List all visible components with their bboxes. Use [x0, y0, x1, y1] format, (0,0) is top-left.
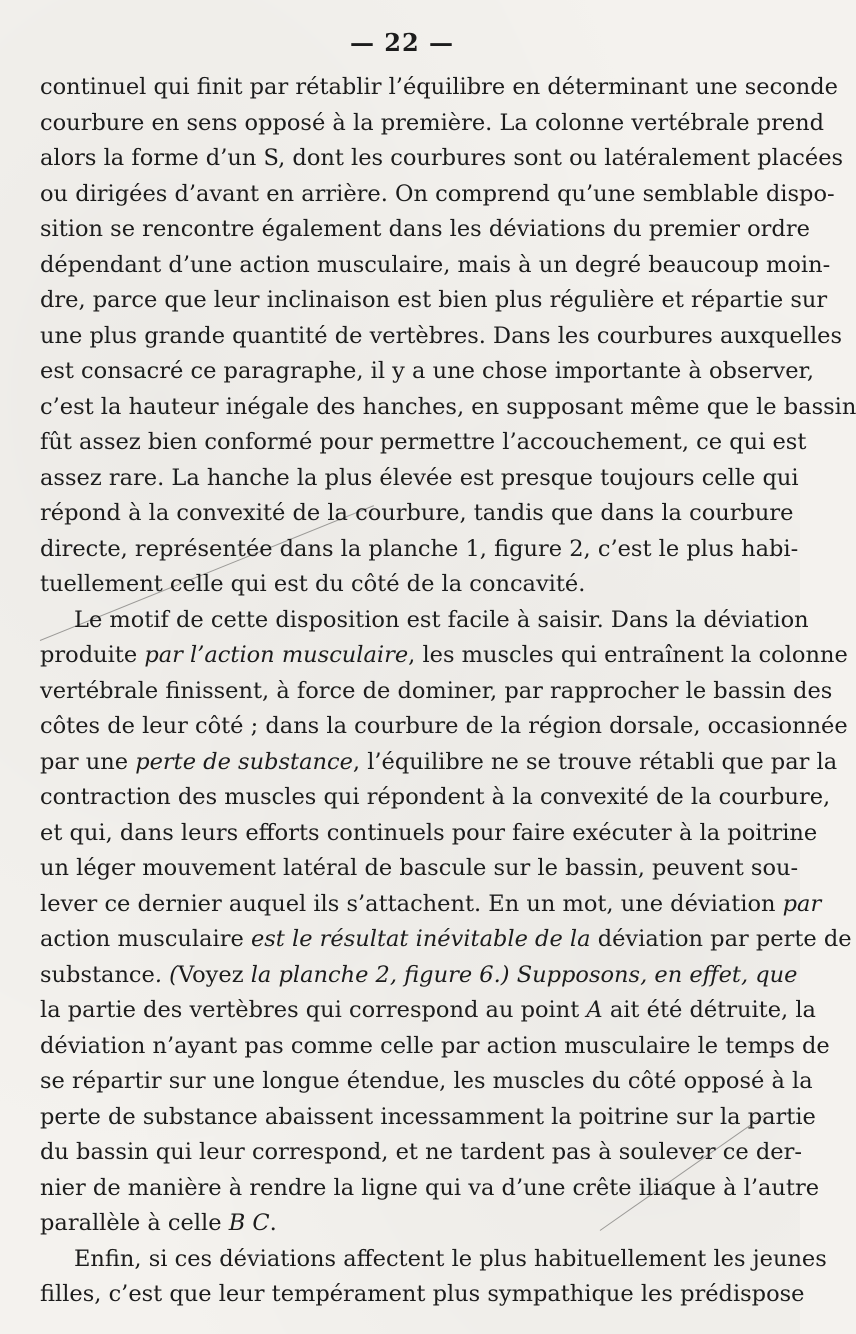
- text-line: un léger mouvement latéral de bascule sur le bassin, peuvent sou-: [40, 855, 799, 881]
- text-line: est consacré ce paragraphe, il y a une chose importante à observer,: [40, 358, 814, 384]
- text-line: déviation n’ayant pas comme celle par action musculaire le temps de: [40, 1032, 830, 1059]
- text-line: sition se rencontre également dans les déviations du premier ordre: [40, 216, 810, 242]
- text-line: continuel qui finit par rétablir l’équilibre en déterminant une seconde: [40, 74, 838, 100]
- text-line: Le motif de cette disposition est facile à saisir. Dans la déviation: [74, 606, 809, 633]
- text-line: substance. (Voyez la planche 2, figure 6.) Supposons, en effet, que: [40, 961, 798, 988]
- italic-text: est le résultat inévitable de la: [243, 926, 598, 952]
- italic-text: . (: [154, 961, 178, 988]
- text-line: alors la forme d’un S, dont les courbures sont ou latéralement placées: [40, 145, 844, 171]
- text-line: côtes de leur côté ; dans la courbure de la région dorsale, occasionnée: [40, 713, 848, 739]
- text-line: contraction des muscles qui répondent à la convexité de la courbure,: [40, 784, 831, 810]
- text-line: et qui, dans leurs efforts continuels pour faire exécuter à la poitrine: [40, 819, 818, 846]
- text-line: assez rare. La hanche la plus élevée est presque toujours celle qui: [40, 464, 799, 491]
- text-line: vertébrale finissent, à force de dominer, par rapprocher le bassin des: [40, 677, 833, 704]
- text-line: action musculaire est le résultat inévitable de la déviation par perte de: [40, 926, 852, 952]
- text-line: tuellement celle qui est du côté de la concavité.: [40, 571, 586, 597]
- paragraph: [40, 70, 856, 603]
- italic-text: par: [782, 890, 822, 917]
- text-line: Enfin, si ces déviations affectent le plus habituellement les jeunes: [74, 1245, 827, 1272]
- italic-text: B C: [228, 1210, 270, 1236]
- text-line: parallèle à celle B C.: [40, 1210, 277, 1236]
- text-line: du bassin qui leur correspond, et ne tardent pas à soulever ce der-: [40, 1139, 802, 1165]
- text-line: c’est la hauteur inégale des hanches, en supposant même que le bassin: [40, 393, 856, 420]
- text-line: nier de manière à rendre la ligne qui va d’une crête iliaque à l’autre: [40, 1174, 820, 1201]
- italic-text: perte de substance: [135, 748, 353, 775]
- text-line: filles, c’est que leur tempérament plus sympathique les prédispose: [40, 1281, 805, 1307]
- text-line: répond à la convexité de la courbure, tandis que dans la courbure: [40, 500, 794, 526]
- body-text: [40, 70, 856, 1313]
- text-line: perte de substance abaissent incessamment la poitrine sur la partie: [40, 1103, 816, 1130]
- text-line: une plus grande quantité de vertèbres. Dans les courbures auxquelles: [40, 322, 843, 349]
- text-line: fût assez bien conformé pour permettre l’accouchement, ce qui est: [40, 429, 807, 455]
- text-line: se répartir sur une longue étendue, les muscles du côté opposé à la: [40, 1068, 813, 1094]
- text-line: courbure en sens opposé à la première. La colonne vertébrale prend: [40, 109, 825, 136]
- italic-text: la planche 2, figure 6.) Supposons, en effet, que: [243, 961, 798, 988]
- paragraph: [40, 1242, 827, 1313]
- text-line: lever ce dernier auquel ils s’attachent. En un mot, une déviation par: [40, 890, 822, 917]
- text-line: ou dirigées d’avant en arrière. On comprend qu’une semblable dispo-: [40, 180, 835, 207]
- text-line: produite par l’action musculaire, les muscles qui entraînent la colonne: [40, 642, 848, 668]
- page-number: — 22 —: [349, 28, 455, 57]
- text-line: dépendant d’une action musculaire, mais à un degré beaucoup moin-: [40, 251, 831, 278]
- italic-text: par l’action musculaire: [144, 642, 409, 668]
- text-line: directe, représentée dans la planche 1, figure 2, c’est le plus habi-: [40, 535, 799, 562]
- italic-text: A: [586, 997, 603, 1023]
- paragraph: [40, 603, 852, 1242]
- text-line: par une perte de substance, l’équilibre ne se trouve rétabli que par la: [40, 748, 838, 775]
- text-line: dre, parce que leur inclinaison est bien plus régulière et répartie sur: [40, 287, 828, 313]
- text-line: la partie des vertèbres qui correspond au point A ait été détruite, la: [40, 997, 816, 1023]
